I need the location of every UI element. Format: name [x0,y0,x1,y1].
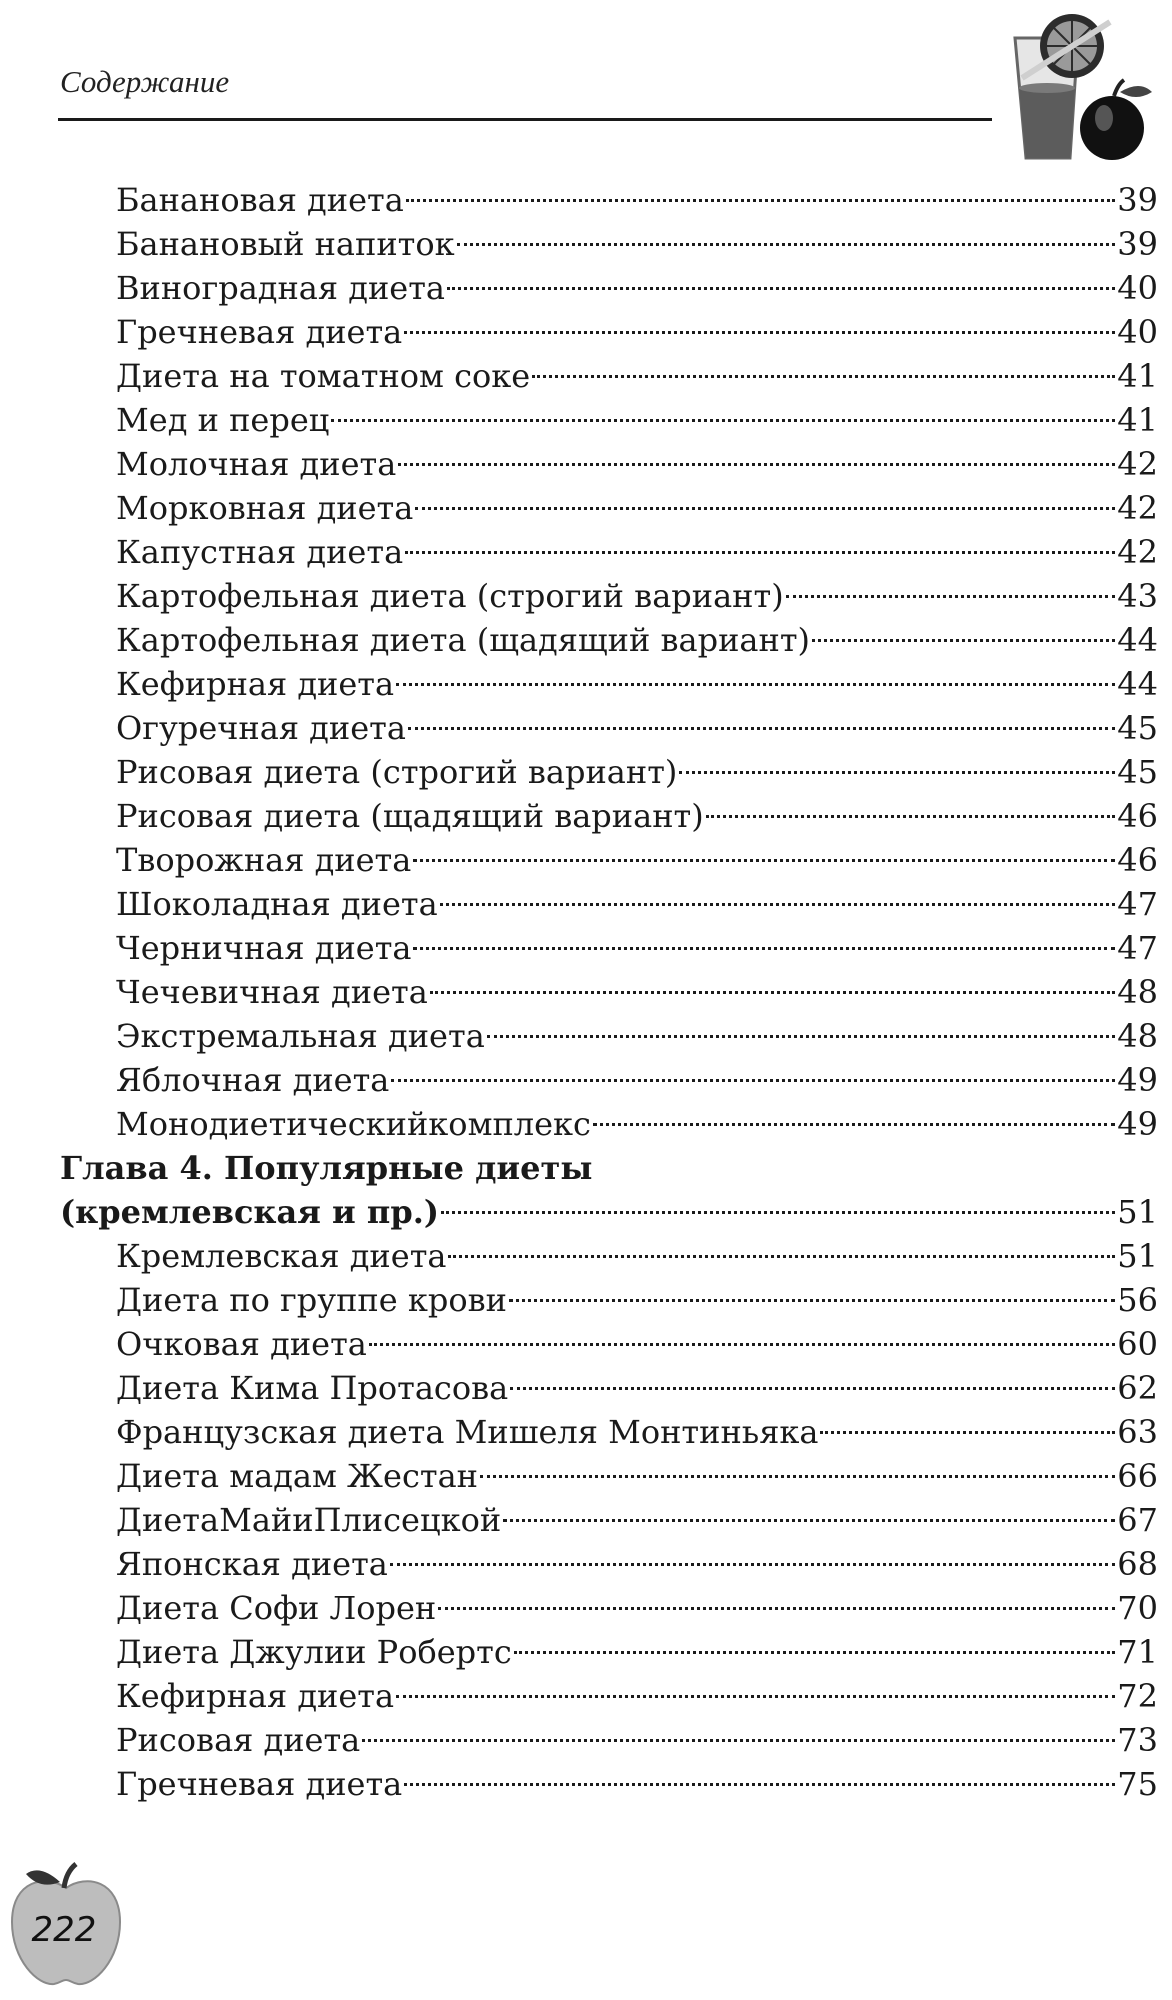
toc-entry-title: Кремлевская диета [116,1237,447,1275]
toc-entry[interactable] [116,970,1158,1014]
toc-entry-title: Капустная диета [116,533,404,571]
toc-entry-page: 51 [1117,1237,1158,1275]
toc-entry-page: 41 [1117,401,1158,439]
toc-entry-title: Мед и перец [116,401,330,439]
toc-entry-title: Диета Кима Протасова [116,1369,509,1407]
toc-entry-page: 48 [1117,973,1158,1011]
toc-entry[interactable] [116,1542,1158,1586]
toc-entry[interactable] [116,1234,1158,1278]
toc-entry-page: 49 [1117,1105,1158,1143]
toc-entry-page: 45 [1117,709,1158,747]
toc-entry[interactable] [116,882,1158,926]
toc-entry[interactable] [116,442,1158,486]
dot-leader [679,771,1115,774]
header-rule [58,118,992,121]
page-header [0,0,1172,160]
toc-entry[interactable] [116,354,1158,398]
toc-entry[interactable] [116,1718,1158,1762]
toc-entry-page: 73 [1117,1721,1158,1759]
dot-leader [391,1079,1115,1082]
toc-entry-title: Картофельная диета (щадящий вариант) [116,621,810,659]
toc-entry[interactable] [116,1366,1158,1410]
toc-entry[interactable] [116,222,1158,266]
toc-entry-title: Кефирная диета [116,1677,395,1715]
toc-entry-page: 72 [1117,1677,1158,1715]
toc-entry-page: 39 [1117,181,1158,219]
toc-entry-title: Виноградная диета [116,269,445,307]
dot-leader [415,507,1115,510]
toc-entry-title: Яблочная диета [116,1061,390,1099]
toc-entry-page: 48 [1117,1017,1158,1055]
dot-leader [448,1255,1115,1258]
toc-entry-title: Диета мадам Жестан [116,1457,478,1495]
toc-entry[interactable] [116,926,1158,970]
toc-entry-page: 42 [1117,489,1158,527]
chapter-entry-page: 51 [1117,1193,1158,1231]
dot-leader [440,903,1116,906]
toc-entry-page: 70 [1117,1589,1158,1627]
toc-entry-title: Гречневая диета [116,313,403,351]
toc-entry[interactable] [116,486,1158,530]
dot-leader [510,1387,1115,1390]
chapter-entry-title: (кремлевская и пр.) [60,1193,439,1231]
toc-entry-page: 39 [1117,225,1158,263]
toc-entry-title: Рисовая диета (щадящий вариант) [116,797,704,835]
toc-entry-page: 67 [1117,1501,1158,1539]
toc-entry-page: 66 [1117,1457,1158,1495]
toc-entry[interactable] [116,1278,1158,1322]
toc-entry-page: 44 [1117,665,1158,703]
dot-leader [487,1035,1116,1038]
dot-leader [413,859,1115,862]
dot-leader [706,815,1116,818]
toc-entry-page: 42 [1117,533,1158,571]
dot-leader [413,947,1115,950]
toc-entry-title: Очковая диета [116,1325,367,1363]
toc-entry[interactable] [116,1058,1158,1102]
dot-leader [820,1431,1115,1434]
toc-entry-page: 75 [1117,1765,1158,1803]
toc-entry-page: 41 [1117,357,1158,395]
toc-entry-page: 45 [1117,753,1158,791]
dot-leader [396,683,1115,686]
dot-leader [396,1695,1115,1698]
toc-entry-title: Диета на томатном соке [116,357,531,395]
toc-entry-title: Рисовая диета [116,1721,361,1759]
toc-entry[interactable] [116,530,1158,574]
toc-entry[interactable] [116,1674,1158,1718]
dot-leader [593,1123,1115,1126]
toc-entry[interactable] [116,1410,1158,1454]
dot-leader [447,287,1115,290]
dot-leader [457,243,1116,246]
chapter-heading: Глава 4. Популярные диеты [60,1149,593,1187]
toc-entry-title: ДиетаМайиПлисецкой [116,1501,502,1539]
toc-entry[interactable] [116,706,1158,750]
dot-leader [408,727,1115,730]
toc-entry[interactable] [116,1630,1158,1674]
toc-entry-page: 47 [1117,885,1158,923]
toc-entry-title: Кефирная диета [116,665,395,703]
dot-leader [398,463,1115,466]
dot-leader [331,419,1115,422]
dot-leader [362,1739,1115,1742]
dot-leader [786,595,1116,598]
dot-leader [480,1475,1115,1478]
dot-leader [441,1211,1115,1214]
toc-entry-title: Молочная диета [116,445,397,483]
toc-entry-title: Экстремальная диета [116,1017,485,1055]
toc-entry-title: Монодиетическийкомплекс [116,1105,591,1143]
page-number: 222 [31,1910,97,1950]
toc-entry-page: 46 [1117,797,1158,835]
toc-entry[interactable] [116,266,1158,310]
dot-leader [406,199,1115,202]
toc-entry[interactable] [116,1322,1158,1366]
toc-entry[interactable] [116,662,1158,706]
toc-entry[interactable] [116,750,1158,794]
dot-leader [404,1783,1115,1786]
toc-entry[interactable] [116,178,1158,222]
dot-leader [514,1651,1116,1654]
toc-entry-page: 68 [1117,1545,1158,1583]
toc-entry[interactable] [116,310,1158,354]
toc-entry-title: Чечевичная диета [116,973,428,1011]
toc-entry-page: 43 [1117,577,1158,615]
toc-entry-title: Морковная диета [116,489,414,527]
running-title: Содержание [60,64,230,99]
toc-entry[interactable] [116,1102,1158,1146]
toc-entry[interactable] [116,1498,1158,1542]
toc-entry-title: Шоколадная диета [116,885,438,923]
toc-entry[interactable] [116,618,1158,662]
toc-entry-title: Японская диета [116,1545,388,1583]
toc-entry-title: Черничная диета [116,929,412,967]
chapter-entry[interactable] [60,1190,1158,1234]
toc-entry[interactable] [116,1762,1158,1806]
toc-entry[interactable] [116,1454,1158,1498]
dot-leader [509,1299,1115,1302]
toc-entry[interactable] [116,1014,1158,1058]
juice-and-fruit-icon [1012,8,1167,163]
toc-entry-page: 40 [1117,313,1158,351]
dot-leader [532,375,1115,378]
toc-entry-title: Диета Софи Лорен [116,1589,437,1627]
toc-entry-page: 44 [1117,621,1158,659]
dot-leader [405,551,1115,554]
toc-entry-page: 46 [1117,841,1158,879]
dot-leader [404,331,1115,334]
toc-entry[interactable] [116,574,1158,618]
dot-leader [812,639,1115,642]
toc-entry[interactable] [116,1586,1158,1630]
dot-leader [390,1563,1115,1566]
toc-entry[interactable] [116,398,1158,442]
toc-entry-title: Французская диета Мишеля Монтиньяка [116,1413,819,1451]
toc-entry-page: 40 [1117,269,1158,307]
toc-entry-title: Творожная диета [116,841,412,879]
toc-entry-page: 60 [1117,1325,1158,1363]
toc-entry-title: Картофельная диета (строгий вариант) [116,577,784,615]
toc-entry-title: Огуречная диета [116,709,406,747]
toc-entry-page: 49 [1117,1061,1158,1099]
toc-entry-page: 62 [1117,1369,1158,1407]
dot-leader [438,1607,1115,1610]
toc-entry-page: 42 [1117,445,1158,483]
toc-entry-page: 71 [1117,1633,1158,1671]
dot-leader [369,1343,1115,1346]
toc-entry-page: 63 [1117,1413,1158,1451]
toc-entry-title: Банановый напиток [116,225,455,263]
toc-entry[interactable] [116,838,1158,882]
toc-entry-title: Банановая диета [116,181,404,219]
toc-entry-page: 47 [1117,929,1158,967]
toc-entry-title: Диета по группе крови [116,1281,507,1319]
toc-entry-title: Рисовая диета (строгий вариант) [116,753,678,791]
toc-entry-title: Диета Джулии Робертс [116,1633,512,1671]
toc-entry[interactable] [116,794,1158,838]
dot-leader [503,1519,1115,1522]
toc-entry-title: Гречневая диета [116,1765,403,1803]
dot-leader [430,991,1116,994]
toc-entry-page: 56 [1117,1281,1158,1319]
